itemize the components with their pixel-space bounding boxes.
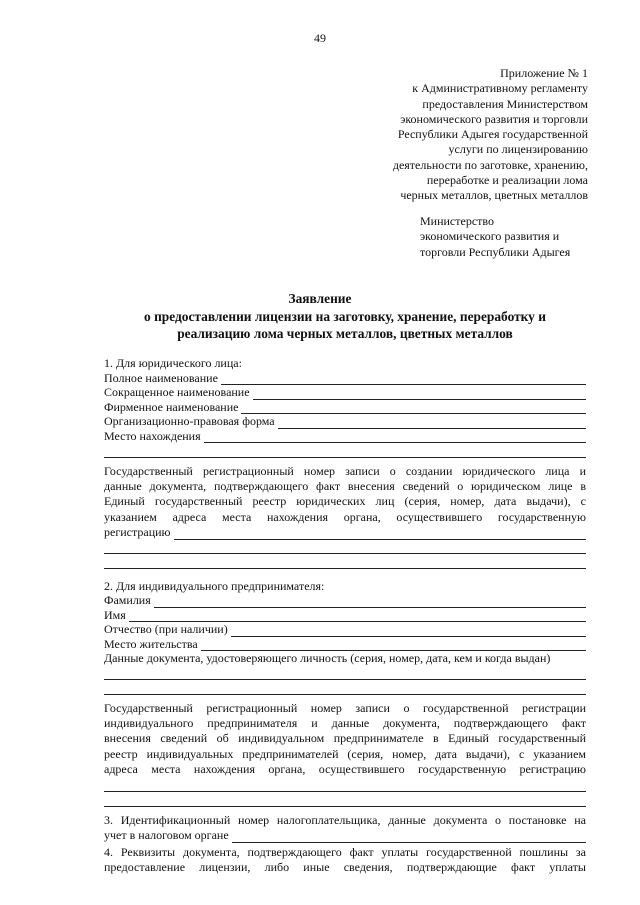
appendix-line: Приложение № 1 <box>500 66 588 80</box>
appendix-line: к Административному регламенту <box>412 81 588 96</box>
appendix-line: экономического развития и торговли <box>400 111 588 126</box>
fill-line[interactable] <box>221 373 586 385</box>
blank-line[interactable] <box>104 792 586 807</box>
recipient-block <box>420 214 610 260</box>
first-name-field[interactable]: Имя <box>104 608 586 623</box>
appendix-line: переработке и реализации лома <box>426 173 588 188</box>
appendix-line: деятельности по заготовке, хранению, <box>392 157 588 172</box>
fill-line[interactable] <box>201 639 586 651</box>
short-name-field[interactable]: Сокращенное наименование <box>104 385 586 400</box>
appendix-line: черных металлов, цветных металлов <box>400 188 588 203</box>
section3-inn: 3. Идентификационный номер налогоплательщика, данные документа о постановке на <box>104 812 586 827</box>
blank-line[interactable] <box>104 666 586 681</box>
appendix-block <box>328 66 588 204</box>
recipient-line: экономического развития и <box>420 229 560 244</box>
appendix-line: Республики Адыгея государственной <box>397 127 588 142</box>
section2-heading: 2. Для индивидуального предпринимателя: <box>104 578 325 593</box>
tax-registration-field[interactable]: учет в налоговом органе <box>104 828 586 843</box>
blank-line[interactable] <box>104 443 586 458</box>
fill-line[interactable] <box>129 610 586 622</box>
residence-field[interactable]: Место жительства <box>104 637 586 652</box>
appendix-line: услуги по лицензированию <box>448 142 588 157</box>
fill-line[interactable] <box>231 625 586 637</box>
section1-registration-paragraph: Государственный регистрационный номер записи о создании юридического лица и данные документа, подтверждающего факт внесения сведений о юридическом лице в Единый государственный реестр юридических лиц (серия, номер, дата выдачи), с указанием адреса места нахождения органа, осуществившего государственную <box>104 463 586 524</box>
surname-field[interactable]: Фамилия <box>104 593 586 608</box>
section1-heading: 1. Для юридического лица: <box>104 356 242 370</box>
fill-line[interactable] <box>154 596 586 608</box>
appendix-line: предоставления Министерством <box>422 96 588 111</box>
fill-line[interactable] <box>278 417 586 429</box>
blank-line[interactable] <box>104 554 586 569</box>
registration-field[interactable]: регистрацию <box>104 525 586 540</box>
section4-payment: 4. Реквизиты документа, подтверждающего факт уплаты государственной пошлины за предоставление лицензии, либо иные сведения, подтверждающие факт уплаты <box>104 844 586 874</box>
blank-line[interactable] <box>104 540 586 555</box>
fill-line[interactable] <box>253 388 586 400</box>
title-line-2: о предоставлении лицензии на заготовку, хранение, переработку и <box>144 308 546 324</box>
fill-line[interactable] <box>174 528 586 540</box>
blank-line[interactable] <box>104 680 586 695</box>
document-title <box>0 290 640 343</box>
brand-name-field[interactable]: Фирменное наименование <box>104 400 586 415</box>
fill-line[interactable] <box>232 831 586 843</box>
id-document-label: Данные документа, удостоверяющего личность (серия, номер, дата, кем и когда выдан) <box>104 651 551 666</box>
title-line-3: реализацию лома черных металлов, цветных металлов <box>177 326 513 341</box>
page-number: 49 <box>314 31 326 45</box>
location-field[interactable]: Место нахождения <box>104 429 586 444</box>
application-form <box>104 356 586 875</box>
fill-line[interactable] <box>241 402 586 414</box>
fill-line[interactable] <box>204 431 586 443</box>
patronymic-field[interactable]: Отчество (при наличии) <box>104 622 586 637</box>
recipient-line: Министерство <box>420 214 494 228</box>
legal-form-field[interactable]: Организационно-правовая форма <box>104 414 586 429</box>
blank-line[interactable] <box>104 778 586 793</box>
title-line-1: Заявление <box>288 291 352 306</box>
recipient-line: торговли Республики Адыгея <box>420 244 571 259</box>
full-name-field[interactable]: Полное наименование <box>104 371 586 386</box>
section2-registration-paragraph: Государственный регистрационный номер записи о государственной регистрации индивидуального предпринимателя и данные документа, подтверждающего факт внесения сведений об индивидуальном предпринимателе в Единый государственный реестр индивидуальных предпринимателей (серия, номер, дата выдачи), с указанием адреса места нахождения органа, осуществившего государственную регистрацию <box>104 700 586 777</box>
